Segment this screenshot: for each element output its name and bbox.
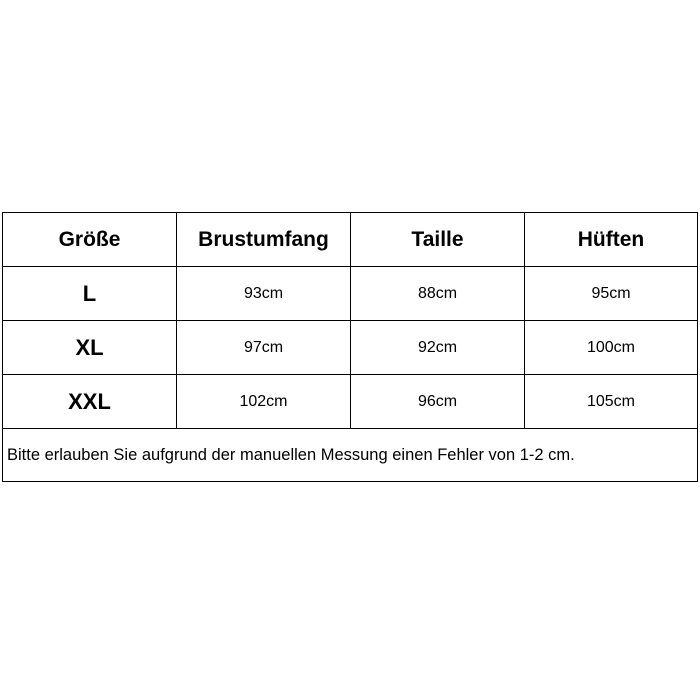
header-row [3,213,698,267]
header-hips: Hüften [525,213,698,267]
note-row [3,429,698,482]
size-label: XL [3,321,177,375]
bust-value: 97cm [177,321,351,375]
waist-value: 92cm [351,321,525,375]
header-bust: Brustumfang [177,213,351,267]
header-size: Größe [3,213,177,267]
waist-value: 88cm [351,267,525,321]
hips-value: 105cm [525,375,698,429]
bust-value: 93cm [177,267,351,321]
hips-value: 100cm [525,321,698,375]
measurement-note: Bitte erlauben Sie aufgrund der manuellen Messung einen Fehler von 1-2 cm. [3,429,698,482]
size-label: L [3,267,177,321]
table-row [3,267,698,321]
header-waist: Taille [351,213,525,267]
waist-value: 96cm [351,375,525,429]
bust-value: 102cm [177,375,351,429]
table-row [3,321,698,375]
size-label: XXL [3,375,177,429]
table-row [3,375,698,429]
size-chart-table [2,212,698,482]
hips-value: 95cm [525,267,698,321]
